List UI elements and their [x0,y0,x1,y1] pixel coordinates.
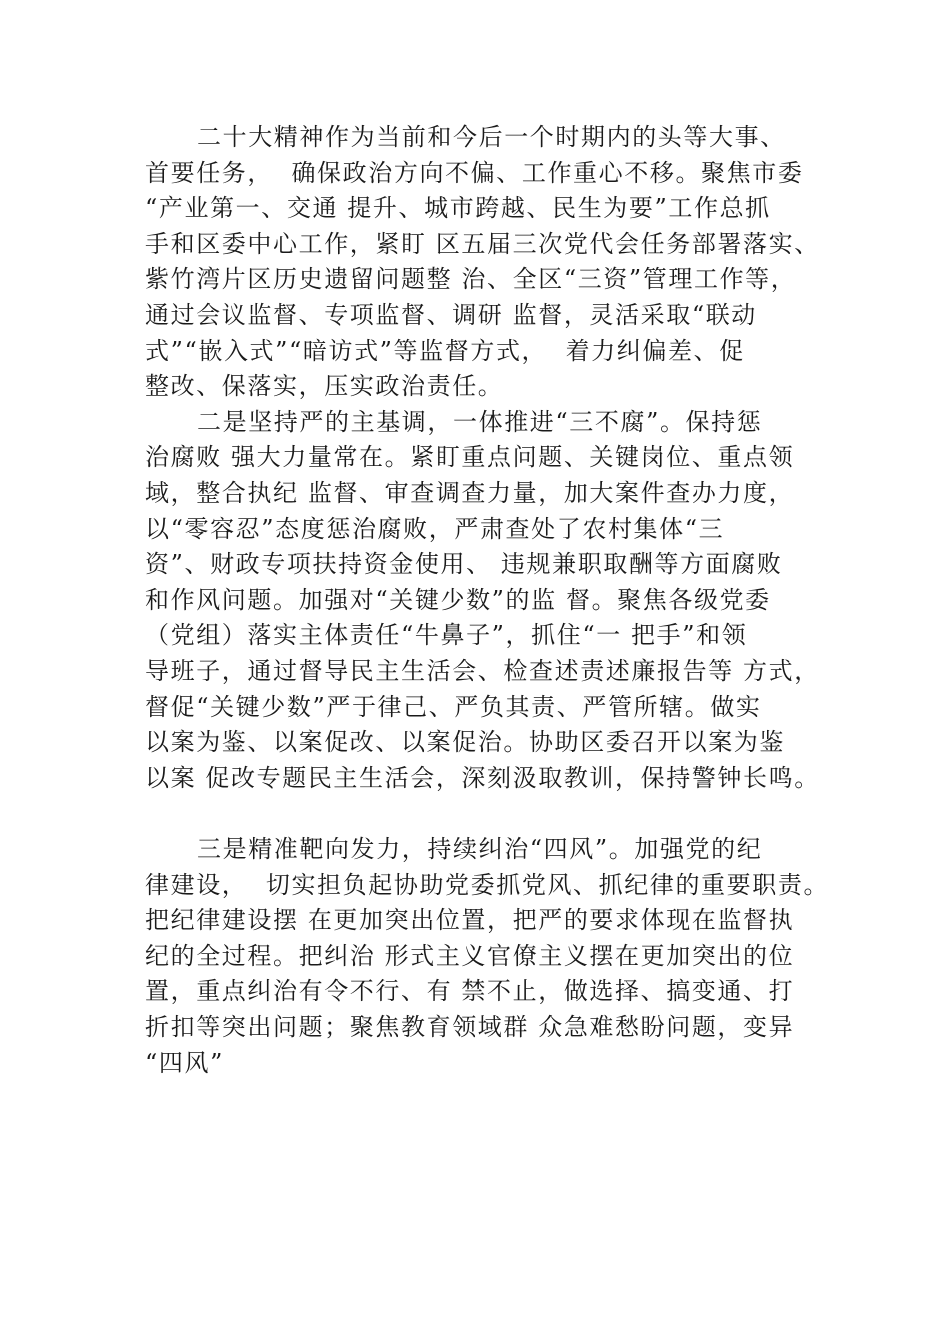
text-line: （党组）落实主体责任“牛鼻子”，抓住“一 把手”和领 [145,621,748,650]
text-line: 以案为鉴、以案促改、以案促治。协助区委召开以案为鉴 [145,728,785,757]
text-line: 以案 促改专题民主生活会，深刻汲取教训，保持警钟长鸣。 [145,763,820,792]
text-line: 手和区委中心工作，紧盯 区五届三次党代会任务部署落实、 [145,229,820,258]
text-line: 折扣等突出问题；聚焦教育领域群 众急难愁盼问题，变异 [145,1012,795,1041]
text-line: 把纪律建设摆 在更加突出位置，把严的要求体现在监督执 [145,906,795,935]
text-line: 整改、保落实，压实政治责任。 [145,372,504,401]
paragraph-3 [145,832,830,1081]
text-line: 导班子，通过督导民主生活会、检查述责述廉报告等 方式， [145,656,820,685]
text-line: 域，整合执纪 监督、审查调查力量，加大案件查办力度， [145,478,795,507]
text-line: 首要任务， 确保政治方向不偏、工作重心不移。聚焦市委 [145,158,804,187]
text-block-lower [145,832,830,1081]
text-block-upper [145,120,820,796]
text-line: 通过会议监督、专项监督、调研 监督，灵活采取“联动 [145,300,757,329]
text-line: 以“零容忍”态度惩治腐败，严肃查处了农村集体“三 [145,514,725,543]
text-line: 紫竹湾片区历史遗留问题整 治、全区“三资”管理工作等， [145,265,797,294]
text-line: 律建设， 切实担负起协助党委抓党风、抓纪律的重要职责。 [145,870,830,899]
text-line: 和作风问题。加强对“关键少数”的监 督。聚焦各级党委 [145,585,771,614]
text-line: 二是坚持严的主基调，一体推进“三不腐”。保持惩 [197,407,763,436]
text-line: 纪的全过程。把纠治 形式主义官僚主义摆在更加突出的位 [145,941,795,970]
text-line: 二十大精神作为当前和今后一个时期内的头等大事、 [197,123,786,151]
paragraph-2 [145,405,820,797]
text-line: 治腐败 强大力量常在。紧盯重点问题、关键岗位、重点领 [145,443,795,472]
text-line: 式”“嵌入式”“暗访式”等监督方式， 着力纠偏差、促 [145,336,745,365]
text-line: 督促“关键少数”严于律己、严负其责、严管所辖。做实 [145,692,762,721]
text-line: 三是精准靶向发力，持续纠治“四风”。加强党的纪 [197,835,763,863]
text-line: “产业第一、交通 提升、城市跨越、民生为要”工作总抓 [145,194,771,223]
text-line: 资”、财政专项扶持资金使用、 违规兼职取酬等方面腐败 [145,550,783,579]
paragraph-1 [145,120,820,405]
text-line: “四风” [145,1048,224,1077]
text-line: 置，重点纠治有令不行、有 禁不止，做选择、搞变通、打 [145,977,795,1006]
